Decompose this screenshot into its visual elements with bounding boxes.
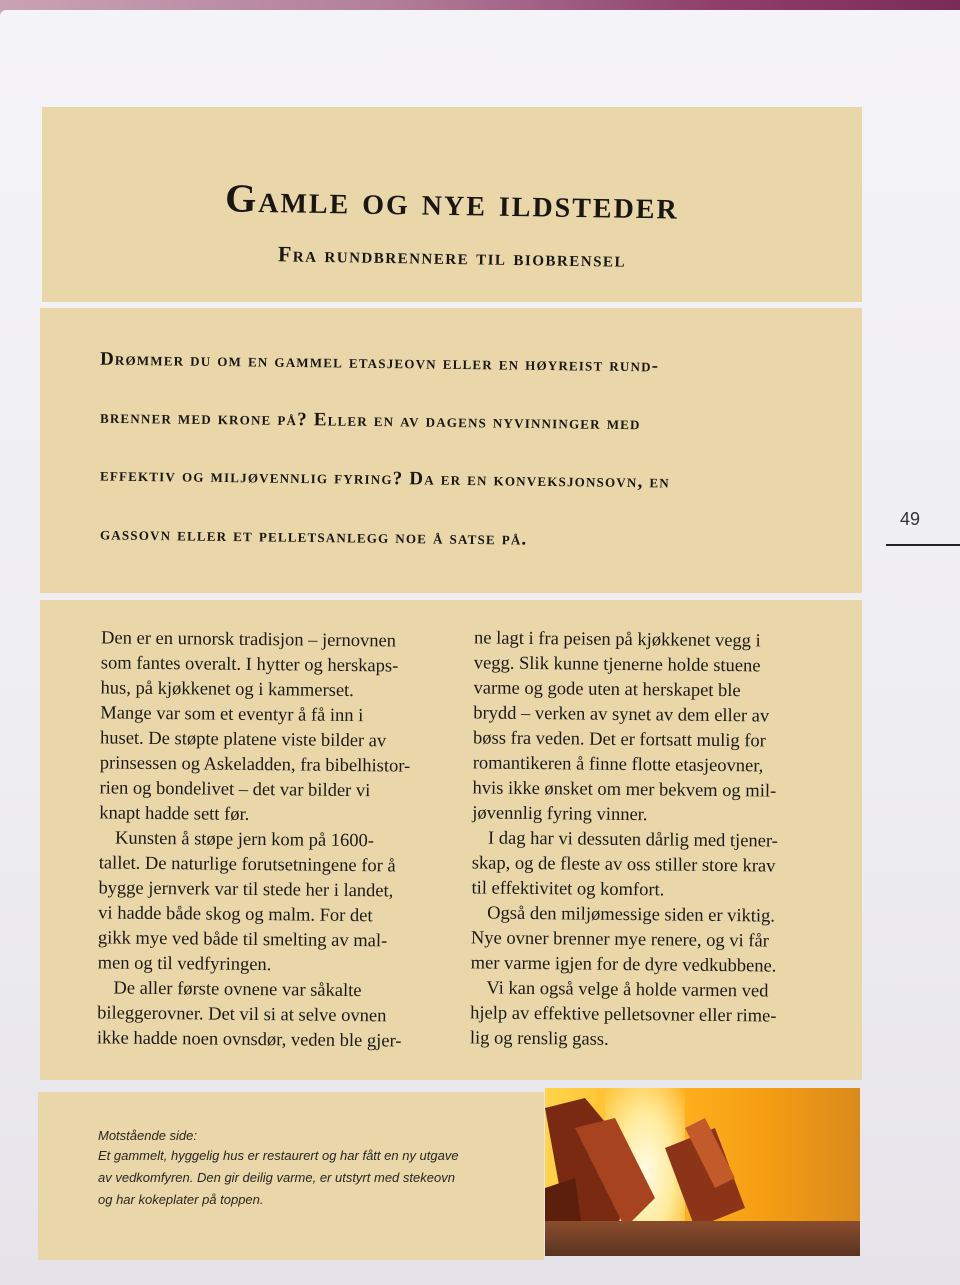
lead-line: effektiv og miljøvennlig fyring? Da er en konveksjonsovn, en bbox=[99, 464, 671, 493]
body-line: jøvennlig fyring vinner. bbox=[472, 803, 648, 826]
body-line: Kunsten å støpe jern kom på 1600- bbox=[114, 828, 375, 852]
caption-heading: Motstående side: bbox=[98, 1128, 198, 1143]
body-line: De aller første ovnene var såkalte bbox=[113, 978, 362, 1002]
body-column-right bbox=[470, 626, 781, 1054]
body-line: hjelp av effektive pelletsovner eller rime- bbox=[470, 1003, 777, 1027]
body-line: som fantes overalt. I hytter og herskaps- bbox=[100, 653, 399, 677]
page-number: 49 bbox=[900, 509, 921, 529]
body-line: ne lagt i fra peisen på kjøkkenet vegg i bbox=[474, 628, 761, 652]
body-line: romantikeren å finne flotte etasjeovner, bbox=[472, 753, 764, 777]
caption-line: og har kokeplater på toppen. bbox=[98, 1192, 264, 1207]
body-line: varme og gode uten at herskapet ble bbox=[473, 678, 741, 702]
caption-line: Et gammelt, hyggelig hus er restaurert og har fått en ny utgave bbox=[98, 1148, 459, 1163]
lead-line: Drømmer du om en gammel etasjeovn eller en høyreist rund- bbox=[99, 348, 660, 377]
body-line: til effektivitet og komfort. bbox=[471, 878, 665, 901]
lead-line: brenner med krone på? Eller en av dagens nyvinninger med bbox=[99, 406, 641, 435]
body-line: rien og bondelivet – det var bilder vi bbox=[99, 778, 371, 802]
page-number-rule bbox=[886, 544, 960, 546]
body-line: lig og renslig gass. bbox=[469, 1028, 609, 1050]
body-line: tallet. De naturlige forutsetningene for å bbox=[98, 853, 396, 877]
body-line: Den er en urnorsk tradisjon – jernovnen bbox=[101, 628, 397, 652]
lead-line: gassovn eller et pelletsanlegg noe å satse på. bbox=[99, 523, 528, 550]
body-column-left bbox=[97, 626, 412, 1054]
body-line: Vi kan også velge å holde varmen ved bbox=[486, 978, 769, 1002]
body-line: bygge jernverk var til stede her i landet, bbox=[98, 878, 394, 902]
caption-line: av vedkomfyren. Den gir deilig varme, er utstyrt med stekeovn bbox=[98, 1170, 455, 1185]
body-line: huset. De støpte platene viste bilder av bbox=[99, 728, 387, 752]
body-line: hvis ikke ønsket om mer bekvem og mil- bbox=[472, 778, 777, 802]
body-line: skap, og de fleste av oss stiller store krav bbox=[471, 853, 776, 877]
ember-bed bbox=[545, 1221, 860, 1256]
fire-photo bbox=[545, 1088, 860, 1256]
body-line: mer varme igjen for de dyre vedkubbene. bbox=[470, 953, 777, 977]
body-line: Også den miljømessige siden er viktig. bbox=[487, 903, 776, 927]
body-line: vegg. Slik kunne tjenerne holde stuene bbox=[473, 653, 761, 677]
body-line: bileggerovner. Det vil si at selve ovnen bbox=[97, 1003, 387, 1027]
body-line: Mange var som et eventyr å få inn i bbox=[100, 703, 364, 727]
body-line: knapt hadde sett før. bbox=[99, 803, 250, 825]
body-line: hus, på kjøkkenet og i kammerset. bbox=[100, 678, 354, 702]
body-line: I dag har vi dessuten dårlig med tjener- bbox=[487, 828, 778, 852]
page-title: Gamle og nye ildsteder bbox=[224, 175, 680, 228]
body-line: bøss fra veden. Det er fortsatt mulig for bbox=[472, 728, 766, 752]
body-line: Nye ovner brenner mye renere, og vi får bbox=[470, 928, 769, 952]
page-subtitle: Fra rundbrennere til biobrensel bbox=[277, 241, 627, 272]
body-line: prinsessen og Askeladden, fra bibelhistor- bbox=[99, 753, 411, 777]
body-line: gikk mye ved både til smelting av mal- bbox=[97, 928, 388, 952]
body-line: vi hadde både skog og malm. For det bbox=[98, 903, 373, 927]
body-line: men og til vedfyringen. bbox=[97, 953, 272, 976]
body-line: ikke hadde noen ovnsdør, veden ble gjer- bbox=[96, 1028, 402, 1052]
body-line: brydd – verken av synet av dem eller av bbox=[473, 703, 770, 727]
